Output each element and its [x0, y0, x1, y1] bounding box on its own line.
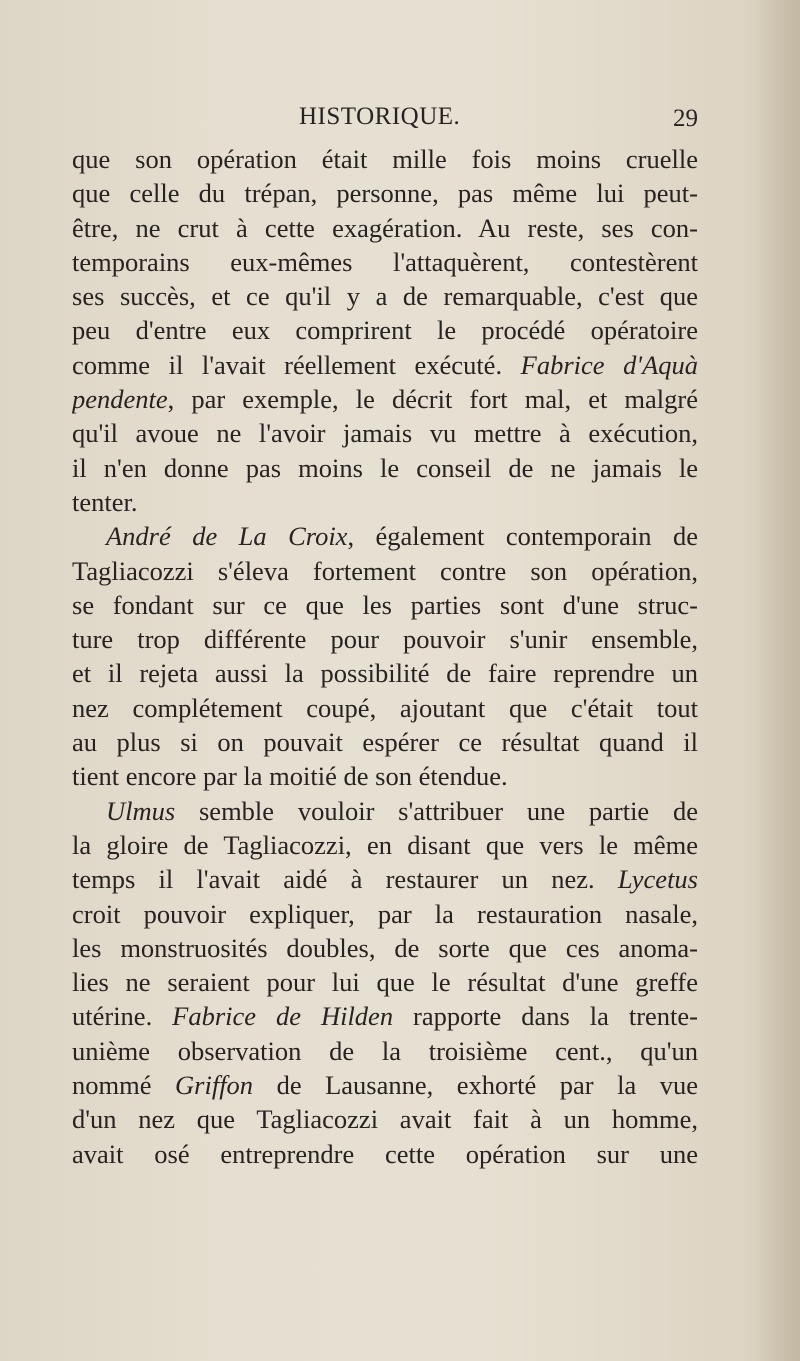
text-line: [72, 1137, 698, 1171]
text-run: ses succès, et ce qu'il y a de remarquable, c'est que: [72, 281, 698, 312]
text-line: [72, 828, 698, 862]
italic-name: Ulmus: [106, 795, 176, 826]
text-line: [72, 176, 698, 210]
text-line: [72, 451, 698, 485]
text-run: comme il l'avait réellement exécuté.: [72, 349, 521, 380]
text-line: [72, 142, 698, 176]
text-run: tenter.: [72, 486, 138, 517]
text-run: il n'en donne pas moins le conseil de ne jamais le: [72, 452, 698, 483]
text-line: [72, 1102, 698, 1136]
text-line: [72, 348, 698, 382]
text-line: [72, 588, 698, 622]
text-run: tient encore par la moitié de son étendue.: [72, 761, 508, 792]
text-run: utérine.: [72, 1001, 173, 1032]
italic-name: Griffon: [175, 1070, 254, 1101]
italic-name: Fabrice de Hilden: [172, 1001, 394, 1032]
text-run: être, ne crut à cette exagération. Au reste, ses con-: [72, 212, 698, 243]
text-run: la gloire de Tagliacozzi, en disant que vers le même: [72, 829, 698, 860]
text-run: unième observation de la troisième cent., qu'un: [72, 1035, 698, 1066]
text-run: se fondant sur ce que les parties sont d'une struc-: [72, 589, 698, 620]
text-run: de Lausanne, exhorté par la vue: [253, 1070, 698, 1101]
text-run: croit pouvoir expliquer, par la restauration nasale,: [72, 898, 698, 929]
text-run: au plus si on pouvait espérer ce résultat quand il: [72, 727, 698, 758]
text-run: et il rejeta aussi la possibilité de faire reprendre un: [72, 658, 698, 689]
text-line: [72, 691, 698, 725]
text-line: [72, 1068, 698, 1102]
italic-name: Fabrice d'Aquà: [520, 349, 698, 380]
text-run: , également contemporain de: [347, 521, 698, 552]
italic-name: Lycetus: [617, 864, 698, 895]
text-run: lies ne seraient pour lui que le résultat d'une greffe: [72, 967, 698, 998]
running-head: HISTORIQUE.: [299, 103, 461, 130]
italic-name: pendente: [72, 384, 168, 415]
text-line: [72, 554, 698, 588]
text-run: d'un nez que Tagliacozzi avait fait à un homme,: [72, 1104, 698, 1135]
text-line: [72, 485, 698, 519]
text-run: , par exemple, le décrit fort mal, et malgré: [167, 384, 698, 415]
text-line: [72, 862, 698, 896]
page-number: 29: [673, 105, 698, 132]
text-line: [72, 211, 698, 245]
text-run: nommé: [72, 1070, 176, 1101]
text-line: [72, 279, 698, 313]
text-run: rapporte dans la trente-: [393, 1001, 698, 1032]
text-line: [72, 1034, 698, 1068]
italic-name: André de La Croix: [106, 521, 348, 552]
page-edge-shadow: [754, 0, 800, 1361]
body-text: [72, 142, 698, 1171]
text-run: qu'il avoue ne l'avoir jamais vu mettre à exécution,: [72, 418, 698, 449]
text-line: [72, 931, 698, 965]
text-line: [72, 965, 698, 999]
text-line: [72, 794, 698, 828]
text-run: temps il l'avait aidé à restaurer un nez.: [72, 864, 618, 895]
text-line: [72, 416, 698, 450]
text-run: les monstruosités doubles, de sorte que ces anoma-: [72, 932, 698, 963]
text-line: [72, 382, 698, 416]
text-run: avait osé entreprendre cette opération sur une: [72, 1138, 698, 1169]
text-run: Tagliacozzi s'éleva fortement contre son opération,: [72, 555, 698, 586]
text-line: [72, 245, 698, 279]
text-line: [72, 725, 698, 759]
text-run: semble vouloir s'attribuer une partie de: [175, 795, 698, 826]
page-header: [72, 103, 700, 137]
text-line: [72, 313, 698, 347]
text-line: [72, 519, 698, 553]
text-run: nez complétement coupé, ajoutant que c'était tout: [72, 692, 698, 723]
text-line: [72, 999, 698, 1033]
text-line: [72, 622, 698, 656]
text-run: que celle du trépan, personne, pas même lui peut-: [72, 178, 698, 209]
text-run: ture trop différente pour pouvoir s'unir ensemble,: [72, 624, 698, 655]
text-run: temporains eux-mêmes l'attaquèrent, contestèrent: [72, 246, 698, 277]
text-run: que son opération était mille fois moins cruelle: [72, 144, 698, 174]
text-run: peu d'entre eux comprirent le procédé opératoire: [72, 315, 698, 346]
text-line: [72, 656, 698, 690]
text-line: [72, 897, 698, 931]
text-line: [72, 759, 698, 793]
